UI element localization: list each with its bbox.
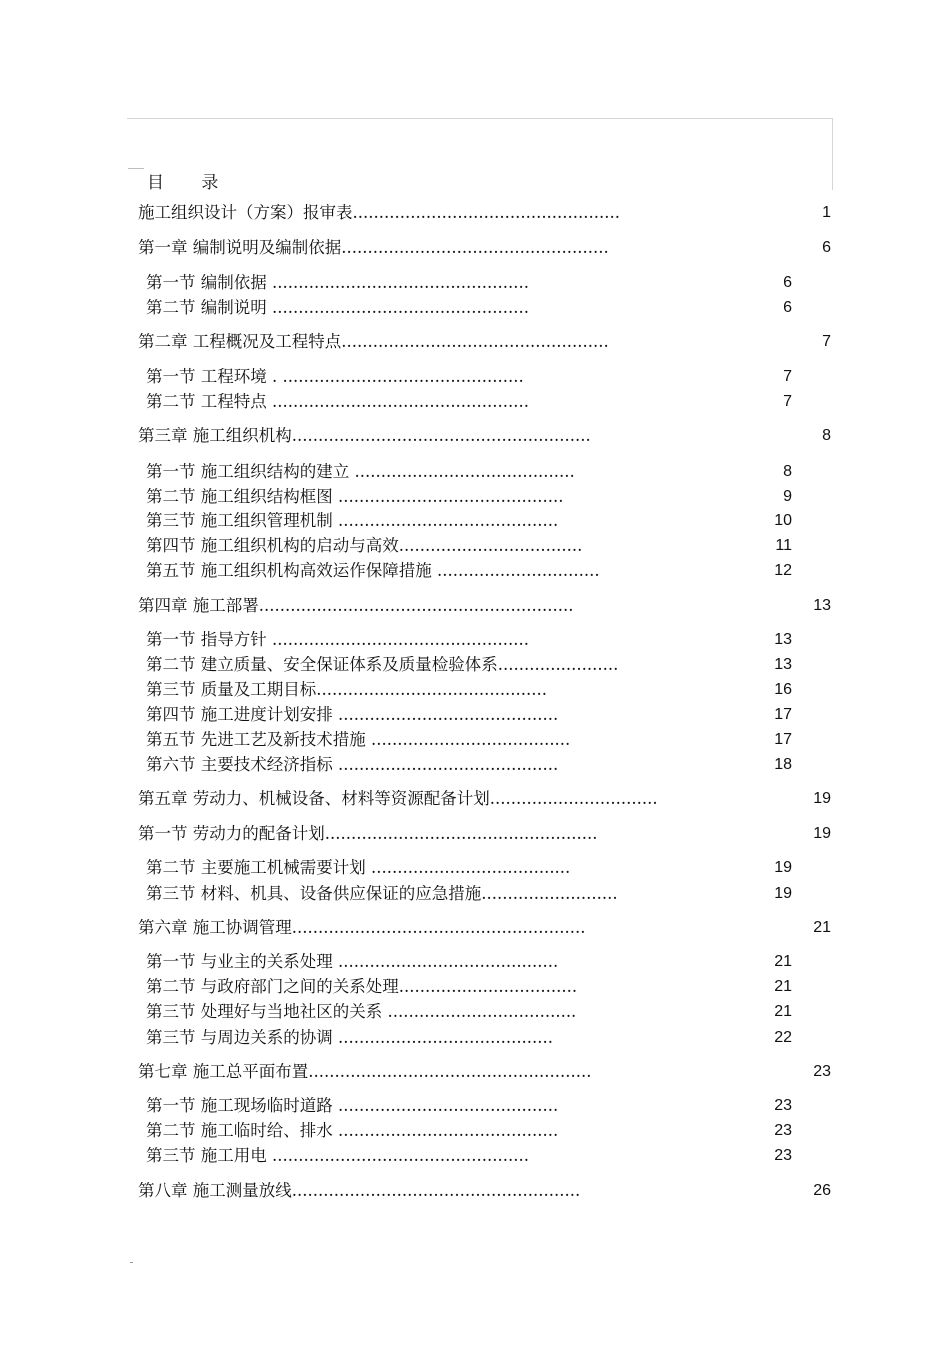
toc-entry-label: 第三节 材料、机具、设备供应保证的应急措施.......................... xyxy=(146,884,618,903)
header-rule xyxy=(127,118,832,119)
toc-entry[interactable] xyxy=(0,1180,950,1202)
toc-entry-label: 第四章 施工部署............................................................ xyxy=(138,596,574,615)
toc-entry[interactable] xyxy=(0,560,950,582)
toc-entry-page: 21 xyxy=(813,919,831,936)
toc-entry-label: 第七章 施工总平面布置...................................................... xyxy=(138,1062,592,1081)
toc-entry-page: 9 xyxy=(783,488,792,505)
toc-entry-label: 第二节 建立质量、安全保证体系及质量检验体系....................... xyxy=(146,655,619,674)
toc-entry-page: 23 xyxy=(813,1063,831,1080)
toc-entry-label: 第二节 主要施工机械需要计划 ...................................... xyxy=(146,858,571,877)
toc-entry-page: 1 xyxy=(822,204,831,221)
toc-entry-page: 19 xyxy=(774,859,792,876)
toc-entry-page: 8 xyxy=(822,427,831,444)
toc-entry-label: 第八章 施工测量放线....................................................... xyxy=(138,1181,581,1200)
toc-entry[interactable] xyxy=(0,461,950,483)
toc-entry-page: 26 xyxy=(813,1182,831,1199)
header-rule-right xyxy=(832,118,833,190)
toc-entry-label: 第二节 施工临时给、排水 .......................................... xyxy=(146,1121,559,1140)
toc-entry-page: 19 xyxy=(813,790,831,807)
toc-entry-label: 第一节 与业主的关系处理 .......................................... xyxy=(146,952,559,971)
toc-entry[interactable] xyxy=(0,629,950,651)
toc-entry-page: 7 xyxy=(822,333,831,350)
toc-entry-label: 第三节 处理好与当地社区的关系 .................................... xyxy=(146,1002,577,1021)
toc-entry-page: 7 xyxy=(783,368,792,385)
toc-entry-page: 11 xyxy=(775,537,792,554)
toc-entry[interactable] xyxy=(0,1145,950,1167)
toc-entry-label: 第一节 工程环境 . .............................................. xyxy=(146,367,524,386)
toc-entry[interactable] xyxy=(0,1095,950,1117)
toc-entry-label: 第一节 施工组织结构的建立 .......................................... xyxy=(146,462,575,481)
toc-entry-label: 第四节 施工组织机构的启动与高效................................... xyxy=(146,536,583,555)
toc-entry-page: 17 xyxy=(774,706,792,723)
toc-entry[interactable] xyxy=(0,486,950,508)
toc-entry[interactable] xyxy=(0,679,950,701)
toc-entry-label: 第五章 劳动力、机械设备、材料等资源配备计划................................ xyxy=(138,789,658,808)
toc-entry[interactable] xyxy=(0,883,950,905)
toc-entry[interactable] xyxy=(0,857,950,879)
toc-entry[interactable] xyxy=(0,1061,950,1083)
toc-entry[interactable] xyxy=(0,272,950,294)
footer-mark xyxy=(130,1262,133,1263)
toc-entry[interactable] xyxy=(0,754,950,776)
toc-entry[interactable] xyxy=(0,788,950,810)
toc-entry-label: 第五节 施工组织机构高效运作保障措施 ............................... xyxy=(146,561,600,580)
toc-entry-label: 施工组织设计（方案）报审表................................................... xyxy=(138,203,620,222)
toc-entry-page: 23 xyxy=(774,1122,792,1139)
toc-entry-page: 13 xyxy=(813,597,831,614)
toc-entry-page: 7 xyxy=(783,393,792,410)
toc-title: 目 录 xyxy=(147,173,235,193)
toc-entry-page: 23 xyxy=(774,1097,792,1114)
toc-entry[interactable] xyxy=(0,951,950,973)
toc-entry-page: 21 xyxy=(774,953,792,970)
toc-entry-label: 第三章 施工组织机构......................................................... xyxy=(138,426,591,445)
toc-entry-page: 21 xyxy=(774,978,792,995)
toc-entry-page: 16 xyxy=(774,681,792,698)
toc-entry[interactable] xyxy=(0,535,950,557)
toc-entry-label: 第六章 施工协调管理........................................................ xyxy=(138,918,586,937)
toc-entry-label: 第二节 施工组织结构框图 ........................................... xyxy=(146,487,564,506)
toc-entry[interactable] xyxy=(0,729,950,751)
toc-entry-label: 第三节 施工用电 ................................................. xyxy=(146,1146,529,1165)
toc-entry[interactable] xyxy=(0,917,950,939)
toc-entry-label: 第二节 编制说明 ................................................. xyxy=(146,298,529,317)
toc-entry-page: 13 xyxy=(774,631,792,648)
toc-entry-label: 第二节 工程特点 ................................................. xyxy=(146,392,529,411)
toc-entry-label: 第三节 施工组织管理机制 .......................................... xyxy=(146,511,559,530)
toc-entry-label: 第二章 工程概况及工程特点................................................... xyxy=(138,332,609,351)
toc-entry-page: 19 xyxy=(774,885,792,902)
toc-entry-page: 19 xyxy=(813,825,831,842)
toc-entry[interactable] xyxy=(0,391,950,413)
toc-entry[interactable] xyxy=(0,1120,950,1142)
toc-entry-page: 22 xyxy=(774,1029,792,1046)
toc-entry[interactable] xyxy=(0,297,950,319)
toc-entry-page: 8 xyxy=(783,463,792,480)
toc-entry-page: 10 xyxy=(774,512,792,529)
toc-entry-page: 6 xyxy=(822,239,831,256)
toc-entry-page: 13 xyxy=(774,656,792,673)
toc-entry-label: 第四节 施工进度计划安排 .......................................... xyxy=(146,705,559,724)
toc-entry-page: 23 xyxy=(774,1147,792,1164)
toc-entry[interactable] xyxy=(0,237,950,259)
toc-entry-page: 17 xyxy=(774,731,792,748)
toc-entry[interactable] xyxy=(0,331,950,353)
toc-entry-label: 第一节 施工现场临时道路 .......................................... xyxy=(146,1096,559,1115)
toc-entry-page: 21 xyxy=(774,1003,792,1020)
toc-entry[interactable] xyxy=(0,202,950,224)
toc-entry[interactable] xyxy=(0,823,950,845)
toc-entry-label: 第一节 指导方针 ................................................. xyxy=(146,630,529,649)
toc-entry[interactable] xyxy=(0,1027,950,1049)
toc-entry[interactable] xyxy=(0,366,950,388)
toc-entry[interactable] xyxy=(0,510,950,532)
toc-entry-page: 12 xyxy=(774,562,792,579)
toc-entry-label: 第五节 先进工艺及新技术措施 ...................................... xyxy=(146,730,571,749)
toc-entry[interactable] xyxy=(0,1001,950,1023)
toc-entry[interactable] xyxy=(0,595,950,617)
toc-entry-page: 6 xyxy=(783,274,792,291)
toc-entry[interactable] xyxy=(0,976,950,998)
corner-mark xyxy=(128,168,144,169)
toc-entry-page: 6 xyxy=(783,299,792,316)
toc-entry-label: 第三节 与周边关系的协调 ......................................... xyxy=(146,1028,554,1047)
toc-entry-label: 第二节 与政府部门之间的关系处理.................................. xyxy=(146,977,578,996)
toc-entry-label: 第一节 劳动力的配备计划.................................................... xyxy=(138,824,598,843)
toc-entry-label: 第三节 质量及工期目标............................................ xyxy=(146,680,548,699)
toc-entry[interactable] xyxy=(0,704,950,726)
toc-entry-label: 第一节 编制依据 ................................................. xyxy=(146,273,529,292)
toc-entry-label: 第六节 主要技术经济指标 .......................................... xyxy=(146,755,559,774)
toc-entry[interactable] xyxy=(0,425,950,447)
toc-entry-page: 18 xyxy=(774,756,792,773)
toc-entry-label: 第一章 编制说明及编制依据................................................... xyxy=(138,238,609,257)
toc-entry[interactable] xyxy=(0,654,950,676)
